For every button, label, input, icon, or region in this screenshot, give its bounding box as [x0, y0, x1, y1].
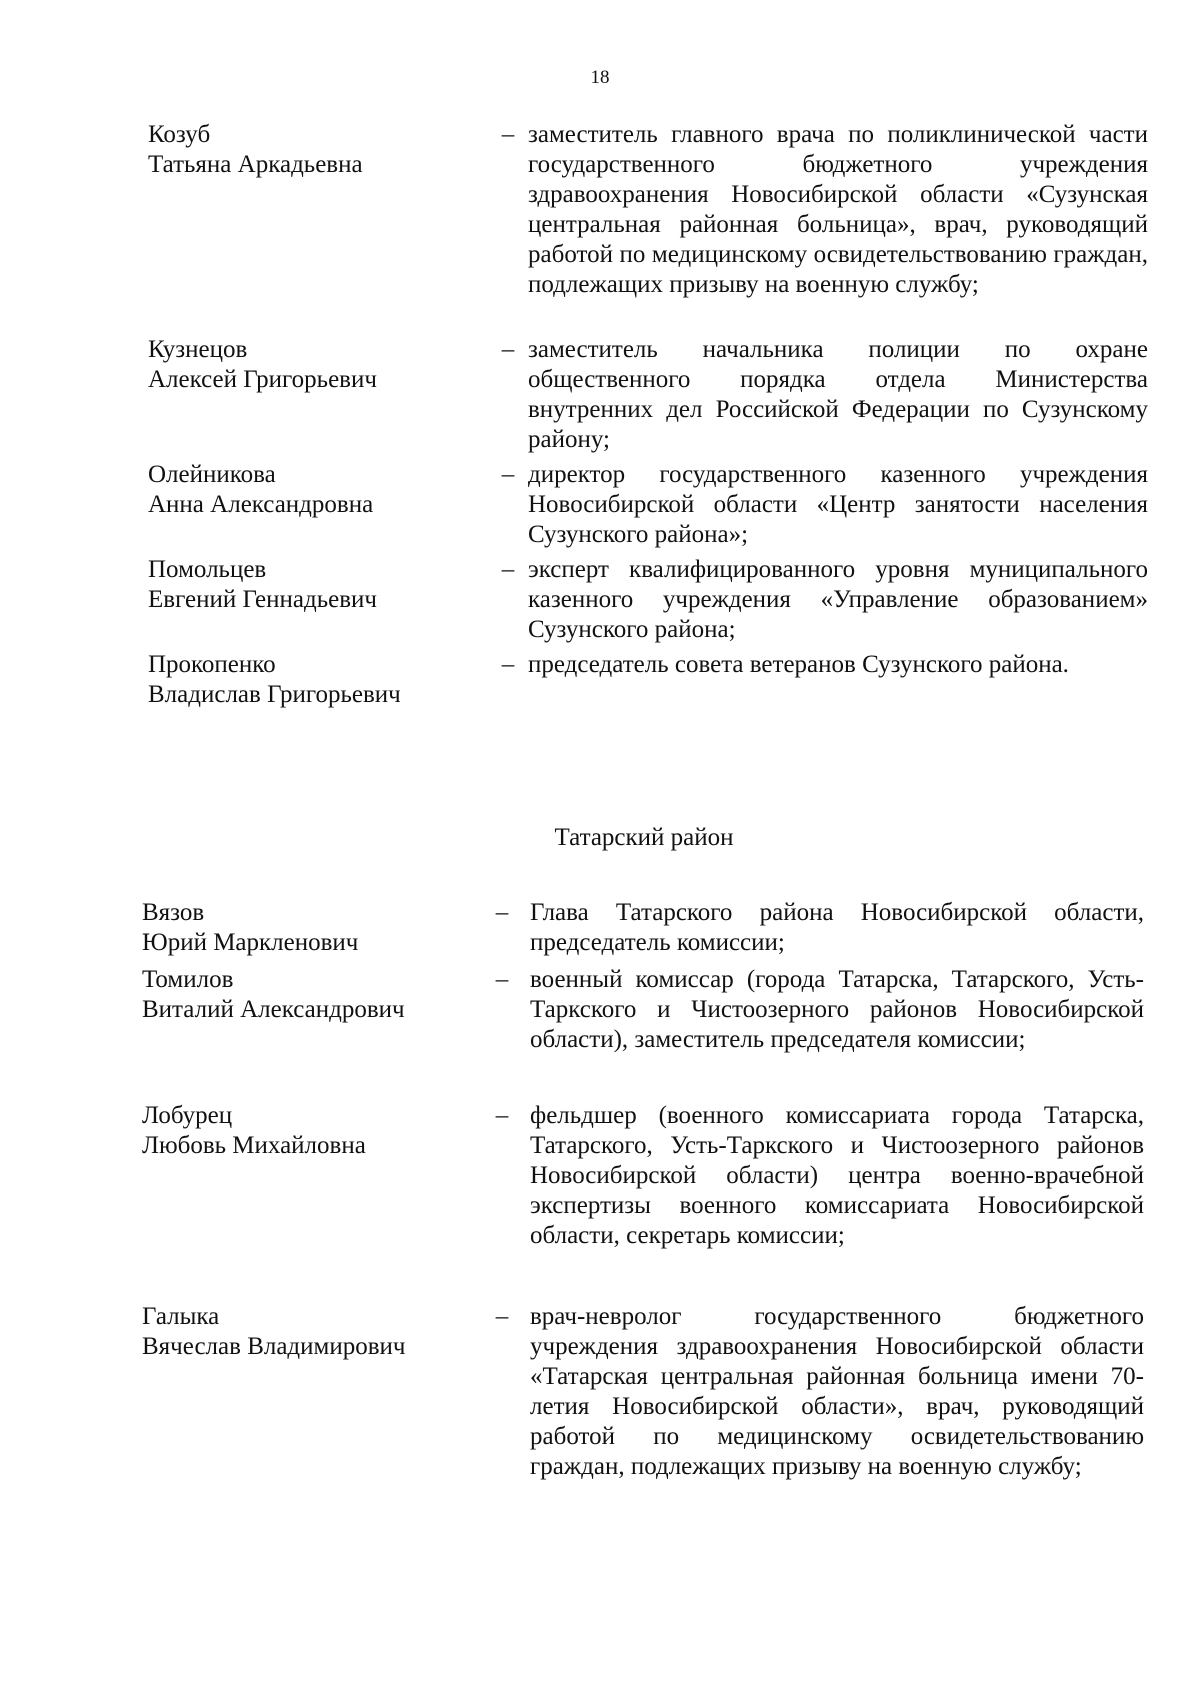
- member-name: [142, 898, 472, 958]
- dash-separator: –: [501, 556, 515, 583]
- member-surname: Козуб: [148, 121, 211, 148]
- member-given-names: Юрий Маркленович: [142, 929, 359, 956]
- member-surname: Олейникова: [148, 461, 276, 488]
- member-name: [148, 460, 478, 520]
- member-role: эксперт квалифицированного уровня муниципального казенного учреждения «Управление образованием» Сузунского района;: [528, 556, 1148, 643]
- dash-separator: –: [495, 899, 509, 926]
- dash-separator: –: [495, 966, 509, 993]
- member-given-names: Татьяна Аркадьевна: [148, 151, 363, 178]
- member-name: [142, 1302, 472, 1362]
- member-given-names: Алексей Григорьевич: [148, 366, 377, 393]
- member-surname: Прокопенко: [148, 651, 276, 678]
- dash-separator: –: [501, 461, 515, 488]
- member-surname: Вязов: [142, 899, 205, 926]
- member-role: фельдшер (военного комиссариата города Татарска, Татарского, Усть-Таркского и Чистоозерного районов Новосибирской области) центра военно-врачебной экспертизы военного комиссариата Новосибирской области, секретарь комиссии;: [530, 1102, 1144, 1249]
- member-name: [142, 1101, 472, 1161]
- member-given-names: Виталий Александрович: [142, 996, 405, 1023]
- member-given-names: Евгений Геннадьевич: [148, 586, 377, 613]
- member-given-names: Любовь Михайловна: [142, 1132, 366, 1159]
- member-name: [148, 555, 478, 615]
- member-role: врач-невролог государственного бюджетного учреждения здравоохранения Новосибирской области «Татарская центральная районная больница имени 70-летия Новосибирской области», врач, руководящий работой по медицинскому освидетельствованию граждан, подлежащих призыву на военную службу;: [530, 1303, 1144, 1480]
- member-surname: Лобурец: [142, 1102, 233, 1129]
- member-name: [148, 335, 478, 395]
- member-surname: Помольцев: [148, 556, 267, 583]
- member-name: [148, 120, 478, 180]
- member-name: [142, 965, 472, 1025]
- member-role: директор государственного казенного учреждения Новосибирской области «Центр занятости населения Сузунского района»;: [528, 461, 1148, 548]
- member-role: военный комиссар (города Татарска, Татарского, Усть-Таркского и Чистоозерного районов Новосибирской области), заместитель председателя комиссии;: [530, 966, 1144, 1053]
- member-role: председатель совета ветеранов Сузунского района.: [528, 651, 1069, 678]
- dash-separator: –: [495, 1303, 509, 1330]
- member-role: заместитель начальника полиции по охране общественного порядка отдела Министерства внутренних дел Российской Федерации по Сузунскому району;: [528, 336, 1148, 453]
- member-given-names: Владислав Григорьевич: [148, 681, 401, 708]
- member-role: заместитель главного врача по поликлинической части государственного бюджетного учреждения здравоохранения Новосибирской области «Сузунская центральная районная больница», врач, руководящий работой по медицинскому освидетельствованию граждан, подлежащих призыву на военную службу;: [528, 121, 1148, 298]
- section-title: Татарский район: [554, 824, 734, 851]
- member-surname: Кузнецов: [148, 336, 248, 363]
- dash-separator: –: [501, 121, 515, 148]
- member-name: [148, 650, 478, 710]
- member-given-names: Вячеслав Владимирович: [142, 1333, 406, 1360]
- member-role: Глава Татарского района Новосибирской области, председатель комиссии;: [530, 899, 1144, 956]
- dash-separator: –: [501, 336, 515, 363]
- member-surname: Галыка: [142, 1303, 220, 1330]
- dash-separator: –: [495, 1102, 509, 1129]
- member-given-names: Анна Александровна: [148, 491, 374, 518]
- member-surname: Томилов: [142, 966, 234, 993]
- dash-separator: –: [501, 651, 515, 678]
- page-number: 18: [590, 67, 610, 88]
